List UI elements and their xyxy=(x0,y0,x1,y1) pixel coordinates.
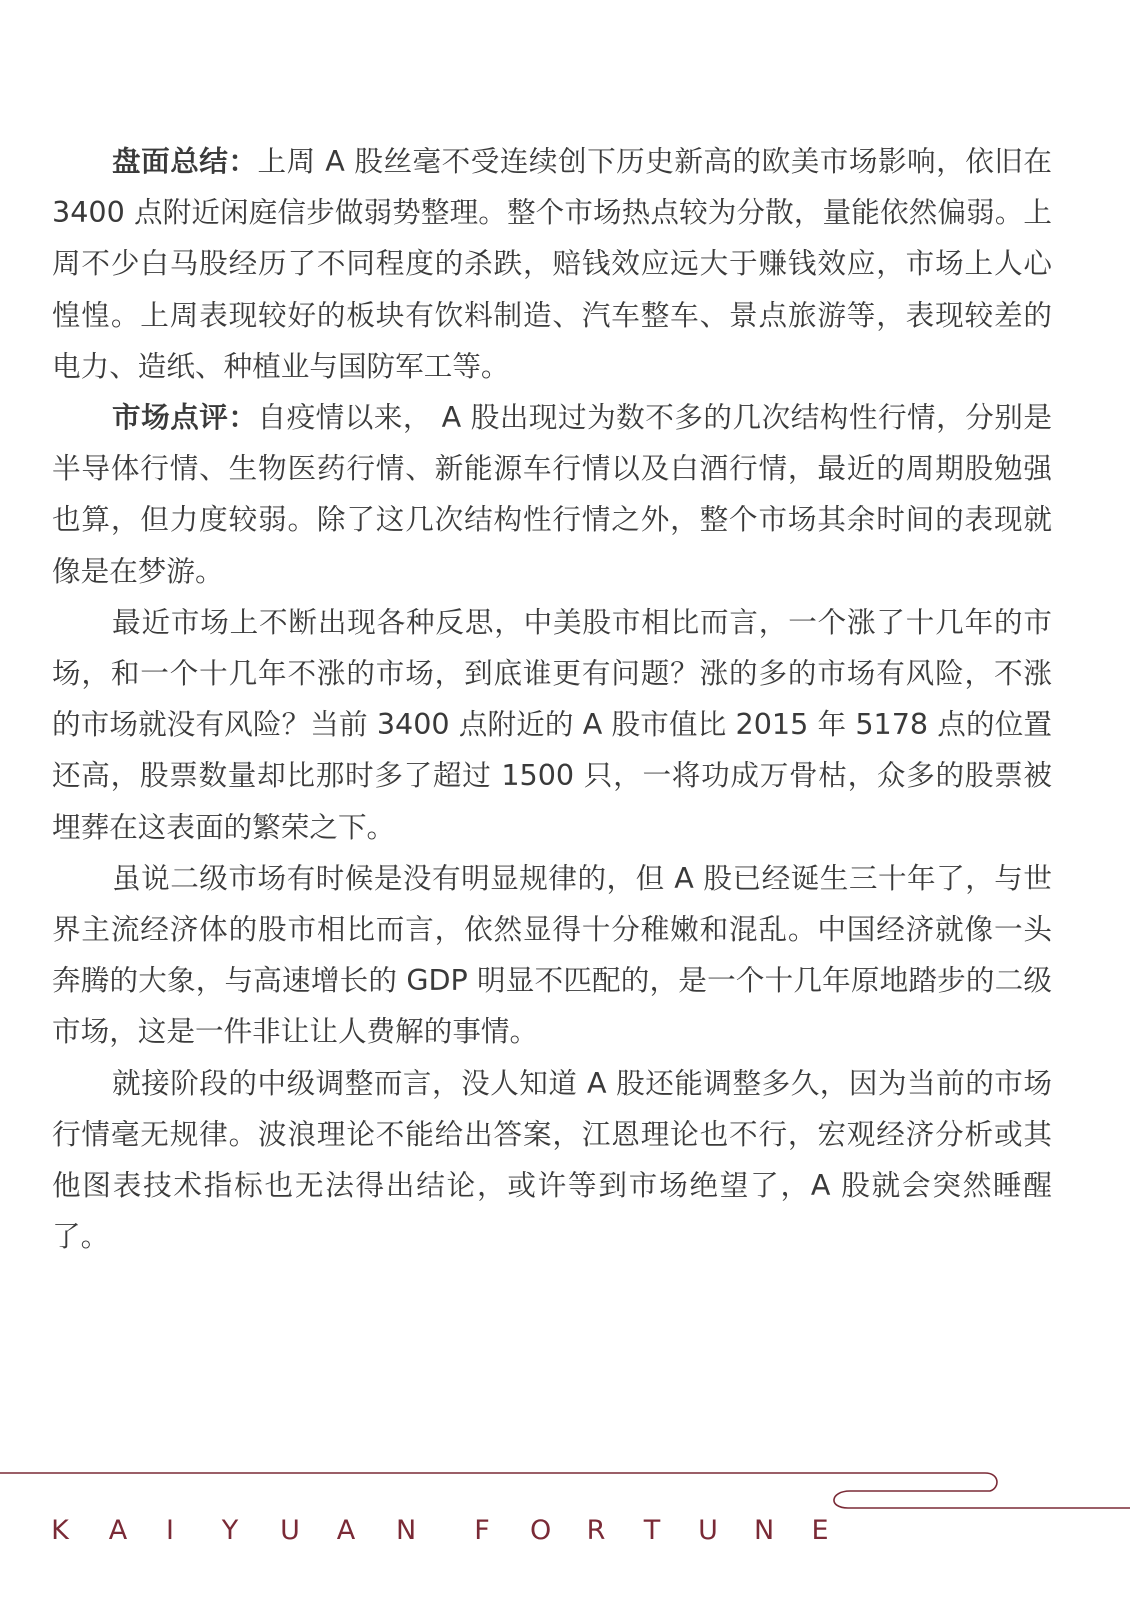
brand-letter: U xyxy=(280,1514,300,1546)
brand-letter: A xyxy=(336,1514,356,1546)
paragraph-text: 就接阶段的中级调整而言，没人知道 A 股还能调整多久，因为当前的市场行情毫无规律。波浪理论不能给出答案，江恩理论也不行，宏观经济分析或其他图表技术指标也无法得出结论，或许等到市场绝望了，A 股就会突然睡醒了。 xyxy=(52,1065,1052,1254)
brand-letter: I xyxy=(166,1514,174,1546)
paragraph-lead: 盘面总结： xyxy=(112,144,258,178)
paragraph-reflection xyxy=(52,597,1052,853)
brand-letter: T xyxy=(643,1514,661,1546)
brand-letter: Y xyxy=(221,1514,239,1546)
brand-letter: K xyxy=(51,1514,69,1546)
brand-letter: E xyxy=(811,1514,829,1546)
brand-letter: F xyxy=(474,1514,490,1546)
brand-letter: U xyxy=(698,1514,718,1546)
paragraph-text: 上周 A 股丝毫不受连续创下历史新高的欧美市场影响，依旧在 3400 点附近闲庭信步做弱势整理。整个市场热点较为分散，量能依然偏弱。上周不少白马股经历了不同程度的杀跌，赔钱效应远大于赚钱效应，市场上人心惶惶。上周表现较好的板块有饮料制造、汽车整车、景点旅游等，表现较差的电力、造纸、种植业与国防军工等。 xyxy=(52,144,1052,383)
brand-letter: N xyxy=(396,1514,417,1546)
paragraph-lead: 市场点评： xyxy=(112,400,258,435)
brand-wordmark xyxy=(50,1510,830,1550)
brand-letter: N xyxy=(754,1514,775,1546)
paragraph-text: 自疫情以来， A 股出现过为数不多的几次结构性行情，分别是半导体行情、生物医药行情、新能源车行情以及白酒行情，最近的周期股勉强也算，但力度较弱。除了这几次结构性行情之外，整个市场其余时间的表现就像是在梦游。 xyxy=(52,400,1052,588)
paragraph-text: 虽说二级市场有时候是没有明显规律的，但 A 股已经诞生三十年了，与世界主流经济体的股市相比而言，依然显得十分稚嫩和混乱。中国经济就像一头奔腾的大象，与高速增长的 GDP 明显不匹配的，是一个十几年原地踏步的二级市场，这是一件非让让人费解的事情。 xyxy=(52,860,1052,1049)
brand-letter: A xyxy=(108,1514,128,1546)
paragraph-market-summary xyxy=(52,136,1052,392)
paragraph-outlook xyxy=(52,1058,1052,1263)
brand-letter: O xyxy=(530,1514,552,1546)
paragraph-market-review xyxy=(52,392,1052,597)
brand-letter: R xyxy=(586,1514,606,1546)
paragraph-text: 最近市场上不断出现各种反思，中美股市相比而言，一个涨了十几年的市场，和一个十几年不涨的市场，到底谁更有问题？涨的多的市场有风险，不涨的市场就没有风险？当前 3400 点附近的 A 股市值比 2015 年 5178 点的位置还高，股票数量却比那时多了超过 1500 只，一将功成万骨枯，众多的股票被埋葬在这表面的繁荣之下。 xyxy=(52,604,1052,844)
article-body xyxy=(52,136,1052,1262)
paragraph-secondary-market xyxy=(52,853,1052,1058)
